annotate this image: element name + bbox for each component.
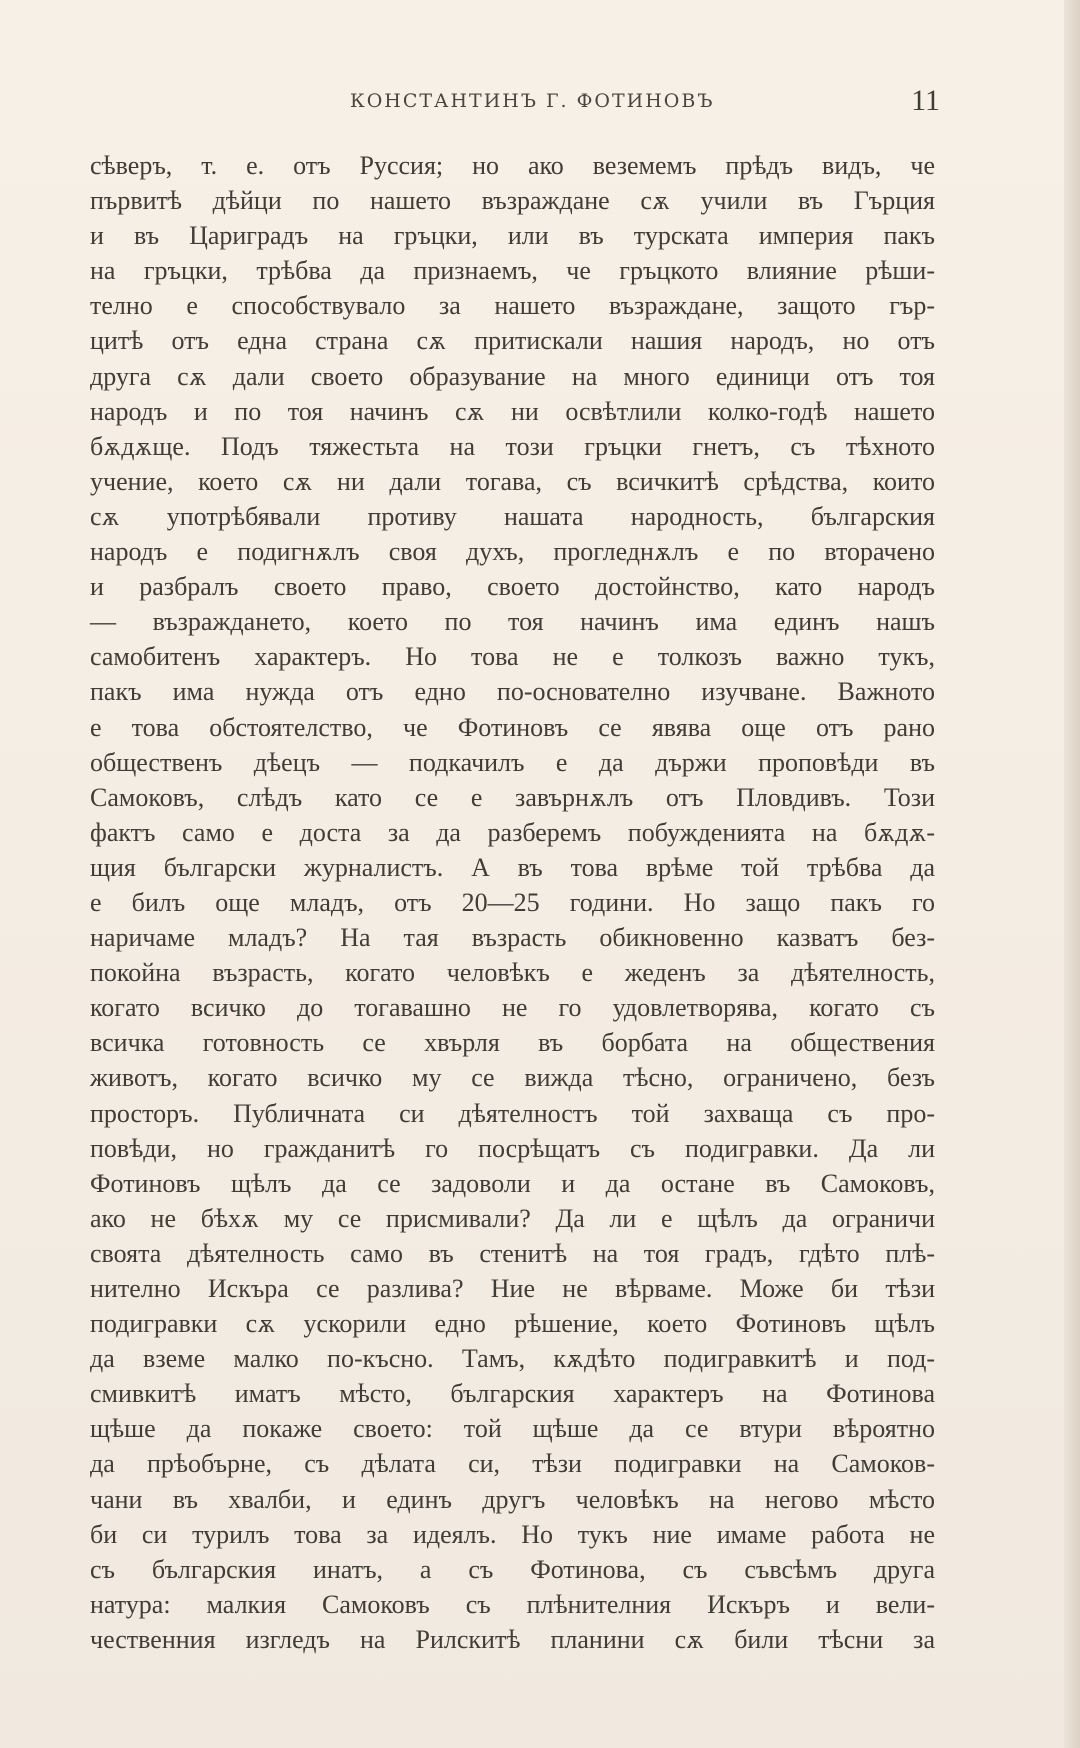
text-line: цитѣ отъ една страна сѫ притискали нашия народъ, но отъ <box>90 326 935 356</box>
text-line: чани въ хвалби, и единъ другъ человѣкъ на негово мѣсто <box>90 1484 935 1514</box>
page-number: 11 <box>911 84 940 117</box>
text-line: общественъ дѣецъ — подкачилъ е да държи проповѣди въ <box>90 747 935 777</box>
text-line: първитѣ дѣйци по нашето възраждане сѫ учили въ Гърция <box>90 186 935 216</box>
running-header-title: КОНСТАНТИНЪ Г. ФОТИНОВЪ <box>350 90 715 112</box>
text-line: фактъ само е доста за да разберемъ побужденията на бѫдѫ- <box>90 817 935 847</box>
text-line: Самоковъ, слѣдъ като се е завърнѫлъ отъ Пловдивъ. Този <box>90 782 935 812</box>
text-line: просторъ. Публичната си дѣятелностъ той захваща съ про- <box>90 1098 935 1128</box>
text-line: народъ и по тоя начинъ сѫ ни освѣтлили колко-годѣ нашето <box>90 396 935 426</box>
text-line: щѣше да покаже своето: той щѣше да се втури вѣроятно <box>90 1414 935 1444</box>
text-line: е билъ още младъ, отъ 20—25 години. Но защо пакъ го <box>90 887 935 917</box>
text-line: друга сѫ дали своето образувание на много единици отъ тоя <box>90 361 935 391</box>
text-line: и въ Цариградъ на гръцки, или въ турската империя пакъ <box>90 221 935 251</box>
text-line: животъ, когато всичко му се вижда тѣсно, ограничено, безъ <box>90 1063 935 1093</box>
text-line: е това обстоятелство, че Фотиновъ се явява още отъ рано <box>90 712 935 742</box>
text-line: смивкитѣ иматъ мѣсто, българския характеръ на Фотинова <box>90 1379 935 1409</box>
body-text <box>90 148 935 1657</box>
text-line: да вземе малко по-късно. Тамъ, кѫдѣто подигравкитѣ и под- <box>90 1344 935 1374</box>
text-line: чественния изгледъ на Рилскитѣ планини сѫ били тѣсни за <box>90 1624 935 1654</box>
text-line: съ българския инатъ, а съ Фотинова, съ съвсѣмъ друга <box>90 1554 935 1584</box>
text-line: сѣверъ, т. е. отъ Руссия; но ако веземемъ прѣдъ видъ, че <box>90 151 935 180</box>
text-line: покойна възрасть, когато человѣкъ е жеденъ за дѣятелность, <box>90 958 935 988</box>
text-line: подигравки сѫ ускорили едно рѣшение, което Фотиновъ щѣлъ <box>90 1309 935 1339</box>
text-line: ако не бѣхѫ му се присмивали? Да ли е щѣлъ да ограничи <box>90 1203 935 1233</box>
text-line: бѫдѫще. Подъ тяжестьта на този гръцки гнетъ, съ тѣхното <box>90 431 935 461</box>
text-line: на гръцки, трѣбва да признаемъ, че гръцкото влияние рѣши- <box>90 256 935 286</box>
text-line: — възраждането, което по тоя начинъ има единъ нашъ <box>90 607 935 637</box>
text-line: всичка готовность се хвърля въ борбата на обществения <box>90 1028 935 1058</box>
text-line: и разбралъ своето право, своето достойнство, като народъ <box>90 572 935 602</box>
text-line: да прѣобърне, съ дѣлата си, тѣзи подигравки на Самоков- <box>90 1449 935 1479</box>
text-line: натура: малкия Самоковъ съ плѣнителния Искъръ и вели- <box>90 1589 935 1619</box>
text-line: самобитенъ характеръ. Но това не е толкозъ важно тукъ, <box>90 642 935 672</box>
text-line: сѫ употрѣбявали противу нашата народность, българския <box>90 501 935 531</box>
text-line: пакъ има нужда отъ едно по-основателно изучване. Важното <box>90 677 935 707</box>
text-line: наричаме младъ? На тая възрасть обикновенно казватъ без- <box>90 923 935 953</box>
text-line: Фотиновъ щѣлъ да се задоволи и да остане въ Самоковъ, <box>90 1168 935 1198</box>
text-line: би си турилъ това за идеялъ. Но тукъ ние имаме работа не <box>90 1519 935 1549</box>
text-line: народъ е подигнѫлъ своя духъ, прогледнѫлъ е по вторачено <box>90 537 935 567</box>
text-line: телно е способствувало за нашето възраждане, защото гър- <box>90 291 935 321</box>
running-header <box>90 84 940 124</box>
text-line: учение, което сѫ ни дали тогава, съ всичкитѣ срѣдства, които <box>90 466 935 496</box>
scan-border <box>1064 0 1080 1748</box>
text-line: щия български журналистъ. А въ това врѣме той трѣбва да <box>90 852 935 882</box>
text-line: повѣди, но гражданитѣ го посрѣщатъ съ подигравки. Да ли <box>90 1133 935 1163</box>
text-line: нително Искъра се разлива? Ние не вѣрваме. Може би тѣзи <box>90 1274 935 1303</box>
text-line: когато всичко до тогавашно не го удовлетворява, когато съ <box>90 993 935 1023</box>
text-line: своята дѣятелность само въ стенитѣ на тоя градъ, гдѣто плѣ- <box>90 1238 935 1268</box>
